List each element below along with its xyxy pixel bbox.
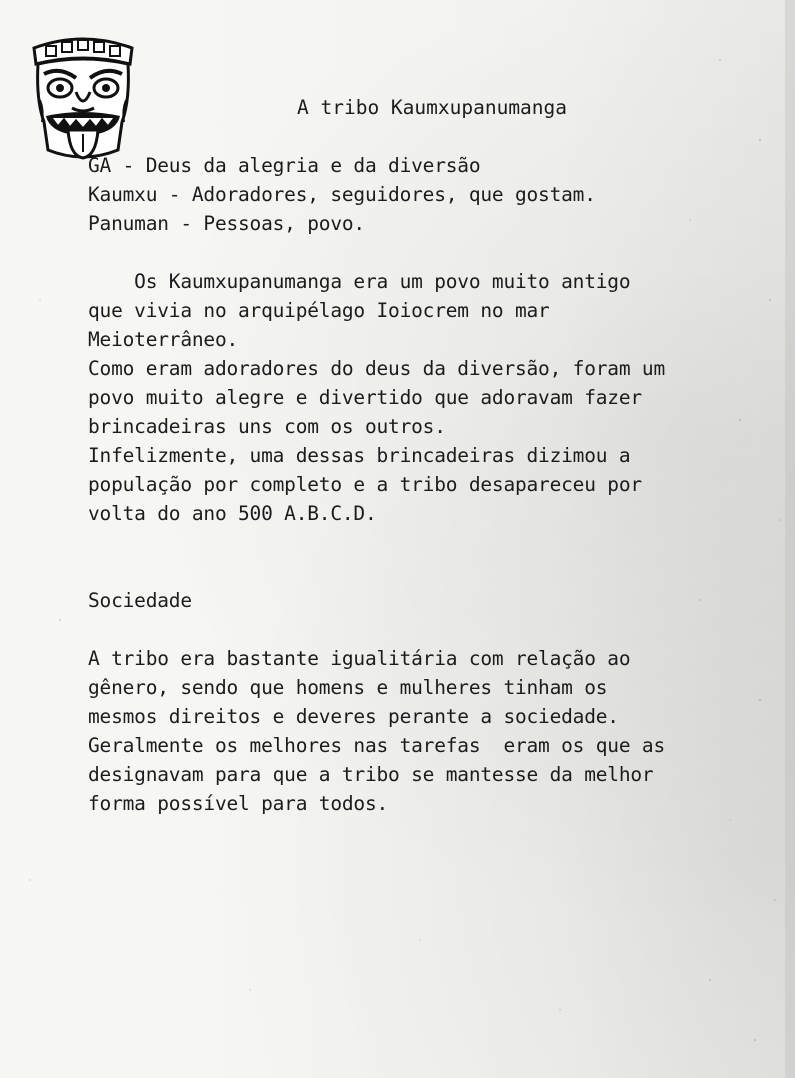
intro-line-4: Como eram adoradores do deus da diversão, foram um [88, 357, 665, 380]
section-line-1: A tribo era bastante igualitária com relação ao [88, 647, 631, 670]
section-line-4: Geralmente os melhores nas tarefas eram os que as [88, 734, 665, 757]
intro-line-3: Meioterrâneo. [88, 328, 239, 351]
intro-line-9: volta do ano 500 A.B.C.D. [88, 502, 377, 525]
glossary-line-2: Kaumxu - Adoradores, seguidores, que gostam. [88, 183, 596, 206]
intro-line-6: brincadeiras uns com os outros. [88, 415, 446, 438]
tiki-mask-icon [28, 30, 138, 162]
glossary-line-3: Panuman - Pessoas, povo. [88, 212, 365, 235]
intro-line-5: povo muito alegre e divertido que adoravam fazer [88, 386, 642, 409]
section-line-2: gênero, sendo que homens e mulheres tinham os [88, 676, 608, 699]
section-heading: Sociedade [88, 589, 192, 612]
intro-line-7: Infelizmente, uma dessas brincadeiras dizimou a [88, 444, 631, 467]
section-line-5: designavam para que a tribo se mantesse da melhor [88, 763, 654, 786]
glossary-line-1: GA - Deus da alegria e da diversão [88, 154, 481, 177]
intro-line-2: que vivia no arquipélago Ioiocrem no mar [88, 299, 550, 322]
intro-line-8: população por completo e a tribo desapareceu por [88, 473, 642, 496]
section-line-3: mesmos direitos e deveres perante a sociedade. [88, 705, 619, 728]
intro-line-1: Os Kaumxupanumanga era um povo muito antigo [88, 270, 631, 293]
section-line-6: forma possível para todos. [88, 792, 389, 815]
document-title: A tribo Kaumxupanumanga [297, 96, 568, 119]
